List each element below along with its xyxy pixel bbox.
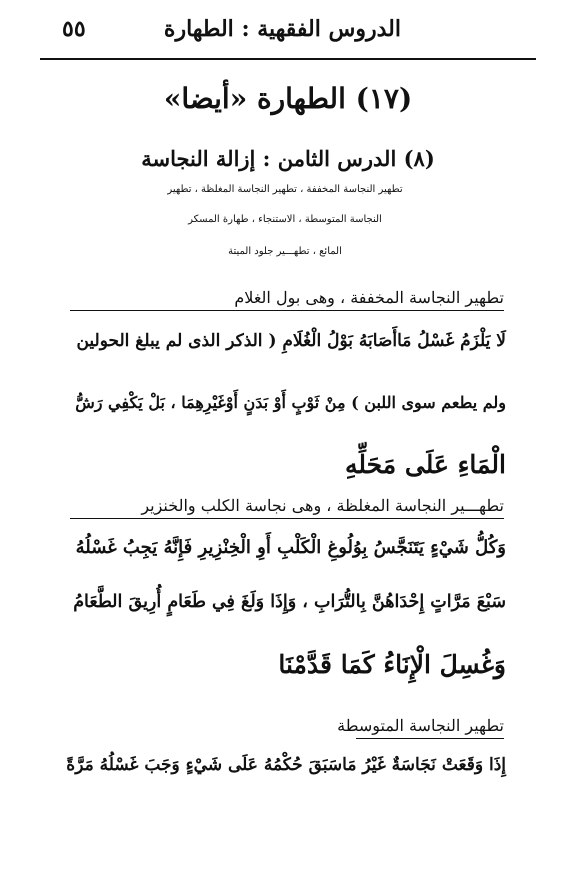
header-divider bbox=[40, 58, 536, 60]
body-text-line: سَبْعَ مَرَّاتٍ إِحْدَاهُنَّ بِالتُّرَابِ ، وَإِذَا وَلَغَ فِي طَعَامٍ أُرِيقَ الطَّعَامُ bbox=[73, 592, 506, 612]
body-text-line: وَغُسِلَ الْإِنَاءُ كَمَا قَدَّمْنَا bbox=[278, 650, 506, 679]
lesson-summary-line: المائع ، تطهـــير جلود الميتة bbox=[228, 246, 342, 257]
lesson-title: (٨) الدرس الثامن : إزالة النجاسة bbox=[141, 146, 435, 171]
body-text-line: الْمَاءِ عَلَى مَحَلِّهِ bbox=[344, 450, 506, 479]
section-heading: تطهير النجاسة المتوسطة bbox=[356, 716, 504, 739]
lesson-summary-line: تطهير النجاسة المخففة ، تطهير النجاسة المغلظة ، تطهير bbox=[167, 184, 403, 195]
chapter-title: (١٧) الطهارة «أيضا» bbox=[163, 82, 413, 115]
lesson-summary-line: النجاسة المتوسطة ، الاستنجاء ، طهارة المسكر bbox=[188, 214, 382, 225]
body-text-line: وَكُلُّ شَيْءٍ يَتَنَجَّسُ بِوُلُوغِ الْكَلْبِ أَوِ الْخِنْزِيرِ فَإِنَّهُ يَجِبُ غَسْلُهُ bbox=[75, 537, 506, 558]
body-text-line: ولم يطعم سوى اللبن ) مِنْ ثَوْبٍ أَوْ بَدَنٍ أَوْغَيْرِهِمَا ، بَلْ يَكْفِي رَشُّ bbox=[75, 393, 506, 412]
section-heading: تطهـــير النجاسة المغلظة ، وهى نجاسة الكلب والخنزير bbox=[70, 496, 504, 519]
body-text-line: إِذَا وَقَعَتْ نَجَاسَةٌ غَيْرُ مَاسَبَقَ حُكْمُهُ عَلَى شَيْءٍ وَجَبَ غَسْلُهُ مَرَّةً bbox=[66, 755, 506, 775]
page-number: ٥٥ bbox=[62, 16, 86, 42]
running-header-title: الدروس الفقهية : الطهارة bbox=[163, 16, 401, 42]
body-text-line: لَا يَلْزَمُ غَسْلُ مَاأَصَابَهُ بَوْلُ الْغُلَامِ ( الذكر الذى لم يبلغ الحولين bbox=[76, 331, 506, 351]
section-heading: تطهير النجاسة المخففة ، وهى بول الغلام bbox=[70, 288, 504, 311]
